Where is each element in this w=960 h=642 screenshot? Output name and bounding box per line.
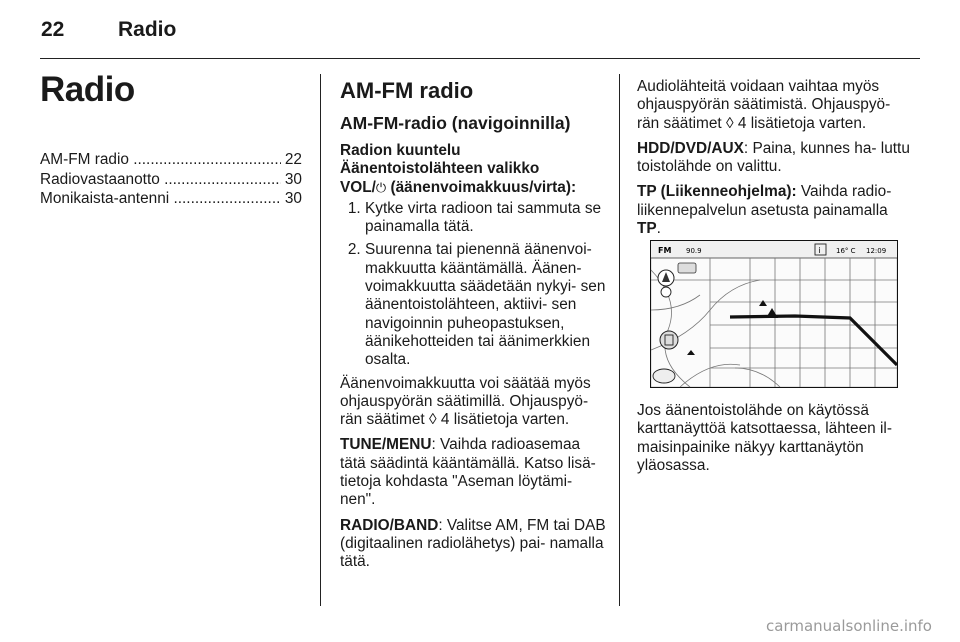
para-ref[interactable]: 4 lisätietoja varten.: [733, 114, 867, 132]
toc-page: 30: [284, 190, 302, 208]
paragraph-hdd: [637, 140, 913, 177]
section-heading: AM-FM radio: [340, 78, 474, 103]
tune-key: TUNE/MENU: [340, 436, 432, 454]
tp-text: Vaihda radio- liikennepalvelun asetusta painamalla: [637, 183, 892, 219]
vol-label: VOL/: [340, 178, 376, 196]
svg-text:i: i: [818, 246, 821, 255]
vol-desc: (äänenvoimakkuus/virta):: [386, 178, 577, 196]
subheading-listen: Radion kuuntelu: [340, 142, 461, 159]
map-scale-button[interactable]: [653, 369, 675, 383]
paragraph-sources: [637, 78, 913, 133]
map-menu-icon[interactable]: [660, 331, 678, 349]
toc-leader: [164, 170, 281, 190]
table-of-contents: [40, 150, 302, 209]
page-number: 22: [41, 18, 65, 41]
para-text: Audiolähteitä voidaan vaihtaa myös ohjauspyörän säätimistä. Ohjauspyö- rän säätimet: [637, 78, 891, 132]
paragraph-source-indicator: [637, 402, 913, 475]
tune-text: : Vaihda radioasemaa tätä säädintä kääntämällä. Katso lisä- tietoja kohdasta "Aseman löytämi- nen".: [340, 436, 596, 509]
toc-label: Radiovastaanotto: [40, 170, 160, 188]
tp-end: .: [656, 220, 661, 238]
hdd-key: HDD/DVD/AUX: [637, 139, 744, 157]
tp-key-2: TP: [637, 220, 657, 238]
toc-page: 30: [284, 170, 302, 188]
toc-leader: [173, 189, 280, 209]
header-rule: [40, 58, 920, 59]
subheading-source-menu: Äänentoistolähteen valikko: [340, 160, 540, 178]
power-icon: ⏻: [375, 180, 387, 196]
subheading-vol: [340, 179, 608, 198]
para-text: Jos äänentoistolähde on käytössä karttanäyttöä katsottaessa, lähteen il- maisinpainike näkyy karttanäytön yläosassa.: [637, 402, 892, 474]
clock-readout: 12:09: [866, 247, 887, 255]
paragraph-volume: [340, 375, 608, 430]
column-divider-1: [320, 74, 321, 606]
navigation-map-image: [650, 240, 898, 388]
column-divider-2: [619, 74, 620, 606]
list-item: 2. Suurenna tai pienennä äänenvoi- makkuutta kääntämällä. Äänen- voimakkuutta säädetään nykyi- sen äänentoistolähteen, aktiivi- sen navigoinnin puheopastuksen, äänikehotteiden tai äänimerkkien osalta.: [365, 241, 608, 369]
list-item: 1. Kytke virta radioon tai sammuta se painamalla tätä.: [365, 200, 608, 237]
para-ref[interactable]: 4 lisätietoja varten.: [436, 411, 570, 429]
watermark: carmanualsonline.info: [766, 617, 932, 635]
hdd-text: : Paina, kunnes ha- luttu toistolähde on valittu.: [637, 139, 910, 176]
section-title: Radio: [118, 18, 177, 41]
paragraph-band: [340, 517, 608, 572]
band-readout: FM: [658, 246, 672, 255]
toc-entry[interactable]: [40, 189, 302, 209]
source-indicator-button[interactable]: [678, 263, 696, 273]
steps-list: [340, 200, 608, 370]
zoom-icon[interactable]: [661, 287, 671, 297]
para-text: Äänenvoimakkuutta voi säätää myös ohjauspyörän säätimillä. Ohjauspyö- rän säätimet: [340, 374, 591, 429]
toc-entry[interactable]: [40, 150, 302, 170]
temperature-readout: 16° C: [836, 247, 856, 255]
paragraph-tune: [340, 436, 608, 509]
frequency-readout: 90.9: [686, 247, 702, 255]
reference-arrow-icon: ◊: [725, 114, 734, 132]
toc-label: Monikaista-antenni: [40, 190, 170, 208]
toc-page: 22: [284, 151, 302, 168]
tp-key: TP (Liikenneohjelma):: [637, 183, 797, 201]
band-key: RADIO/BAND: [340, 516, 439, 534]
column-right: [637, 78, 913, 245]
reference-arrow-icon: ◊: [428, 411, 437, 429]
chapter-title: Radio: [40, 70, 135, 109]
column-middle: [340, 78, 608, 579]
paragraph-tp: [637, 183, 913, 238]
toc-leader: [133, 150, 280, 170]
toc-label: AM-FM radio: [40, 151, 129, 168]
subsection-heading: AM-FM-radio (navigoinnilla): [340, 113, 571, 133]
toc-entry[interactable]: [40, 170, 302, 190]
band-text: : Valitse AM, FM tai DAB (digitaalinen radiolähetys) pai- namalla tätä.: [340, 516, 606, 571]
